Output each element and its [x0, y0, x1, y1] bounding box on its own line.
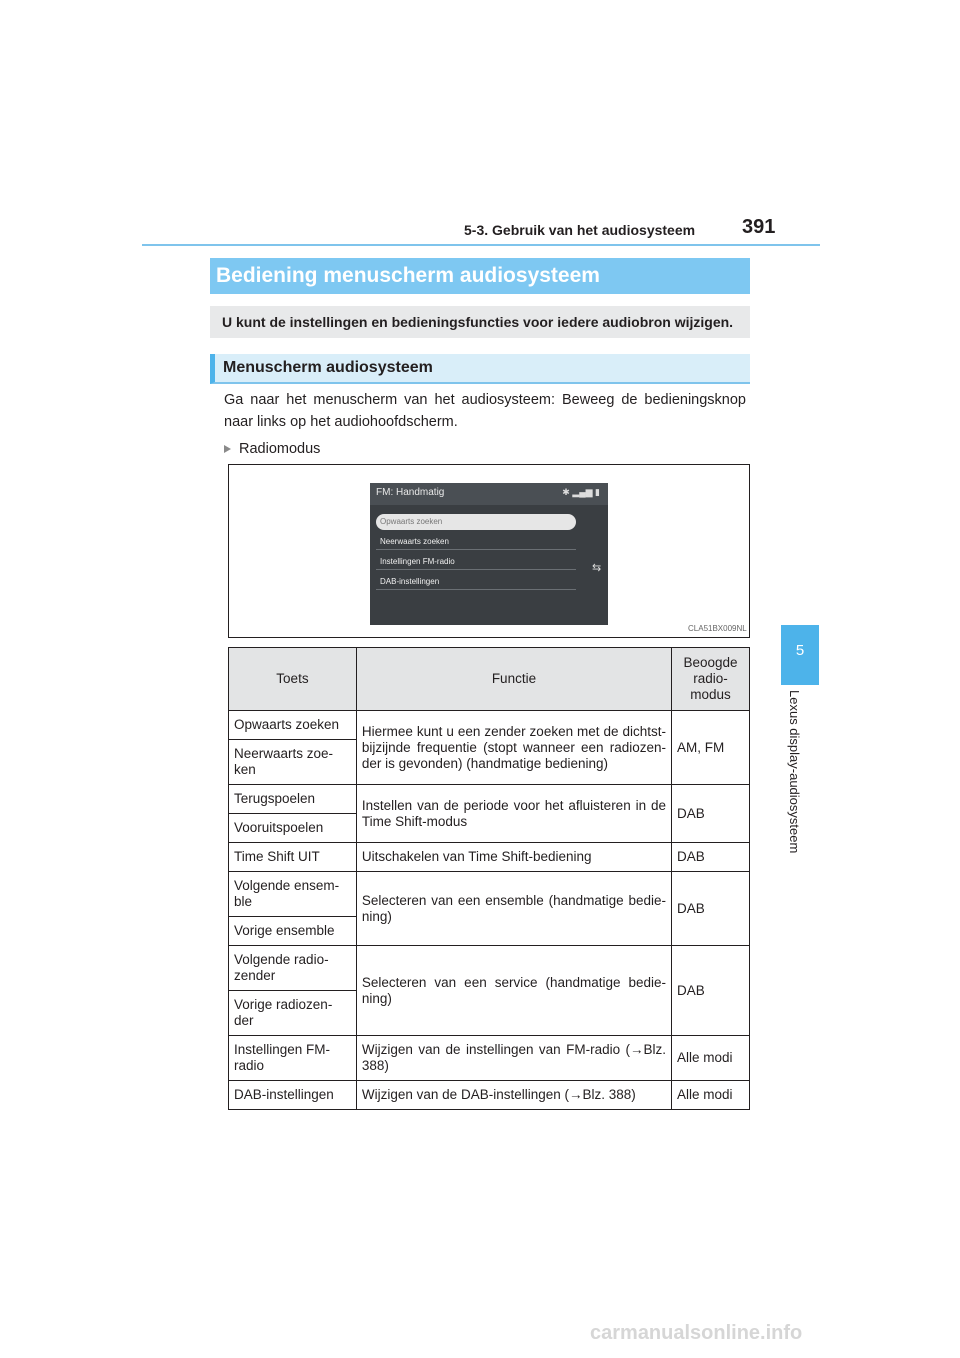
chapter-side-label: [781, 690, 811, 890]
table-row: [229, 946, 750, 991]
table-row: [229, 785, 750, 814]
screen-title: FM: Handmatig: [376, 487, 445, 498]
table-mode: DAB: [672, 946, 750, 1036]
chapter-title: 5-3. Gebruik van het audiosysteem: [464, 222, 696, 238]
signal-status-icon: ✱ ▂▄▆ ▮: [562, 487, 600, 497]
bullet-text: Radiomodus: [239, 441, 321, 457]
image-code: CLA51BX009NL: [688, 624, 747, 633]
table-mode: AM, FM: [672, 711, 750, 785]
table-mode: Alle modi: [672, 1081, 750, 1110]
table-func: Instellen van de periode voor het afluisteren in de Time Shift-modus: [356, 785, 671, 843]
page-number: 391: [742, 216, 776, 238]
intro-text: U kunt de instellingen en bedieningsfuncties voor iedere audiobron wijzigen.: [210, 306, 750, 338]
table-row: [229, 843, 750, 872]
table-header: Toets: [229, 648, 357, 711]
screen-header: [370, 483, 608, 505]
table-header: Beoogde radio-modus: [672, 648, 750, 711]
triangle-bullet-icon: [224, 445, 231, 453]
table-key: Volgende ensem-ble: [229, 872, 357, 917]
table-key: Instellingen FM-radio: [229, 1036, 357, 1081]
table-func: Hiermee kunt u een zender zoeken met de dichtst-bijzijnde frequentie (stopt wanneer een radiozen-der is gevonden) (handmatige bediening): [356, 711, 671, 785]
table-mode: DAB: [672, 872, 750, 946]
back-arrow-icon[interactable]: ⇆: [592, 562, 602, 574]
table-key: Volgende radio-zender: [229, 946, 357, 991]
subsection-title: Menuscherm audiosysteem: [210, 354, 750, 384]
table-key: Opwaarts zoeken: [229, 711, 357, 740]
screen-item-seek-down[interactable]: Neerwaarts zoeken: [376, 534, 576, 550]
table-key: Neerwaarts zoe-ken: [229, 740, 357, 785]
section-title: Bediening menuscherm audiosysteem: [210, 258, 750, 294]
table-key: Vorige ensemble: [229, 917, 357, 946]
radio-menu-screen: [370, 483, 608, 625]
table-row: [229, 711, 750, 740]
body-paragraph: Ga naar het menuscherm van het audiosysteem: Beweeg de bedieningsknop naar links op het audiohoofdscherm.: [224, 392, 746, 430]
table-key: Vooruitspoelen: [229, 814, 357, 843]
table-func: Wijzigen van de instellingen van FM-radio (→Blz. 388): [356, 1036, 671, 1081]
table-mode: DAB: [672, 785, 750, 843]
table-func: Wijzigen van de DAB-instellingen (→Blz. 388): [356, 1081, 671, 1110]
table-key: Vorige radiozen-der: [229, 991, 357, 1036]
table-key: Time Shift UIT: [229, 843, 357, 872]
table-header-row: [229, 648, 750, 711]
screen-item-dab-settings[interactable]: DAB-instellingen: [376, 574, 576, 590]
bullet-item: [224, 439, 320, 459]
table-row: [229, 1036, 750, 1081]
table-row: [229, 872, 750, 917]
chapter-tab: 5: [781, 625, 819, 685]
screen-item-fm-settings[interactable]: Instellingen FM-radio: [376, 554, 576, 570]
table-func: Selecteren van een ensemble (handmatige bedie-ning): [356, 872, 671, 946]
screen-item-seek-up[interactable]: Opwaarts zoeken: [376, 514, 576, 530]
function-table: [228, 647, 750, 1110]
table-key: Terugspoelen: [229, 785, 357, 814]
table-header: Functie: [356, 648, 671, 711]
table-func: Uitschakelen van Time Shift-bediening: [356, 843, 671, 872]
table-row: [229, 1081, 750, 1110]
header-divider: [142, 244, 820, 246]
watermark-site: carmanualsonline.info: [590, 1322, 803, 1344]
table-key: DAB-instellingen: [229, 1081, 357, 1110]
table-func: Selecteren van een service (handmatige bedie-ning): [356, 946, 671, 1036]
table-mode: DAB: [672, 843, 750, 872]
table-mode: Alle modi: [672, 1036, 750, 1081]
side-label-text: Lexus display-audiosysteem: [787, 690, 802, 854]
